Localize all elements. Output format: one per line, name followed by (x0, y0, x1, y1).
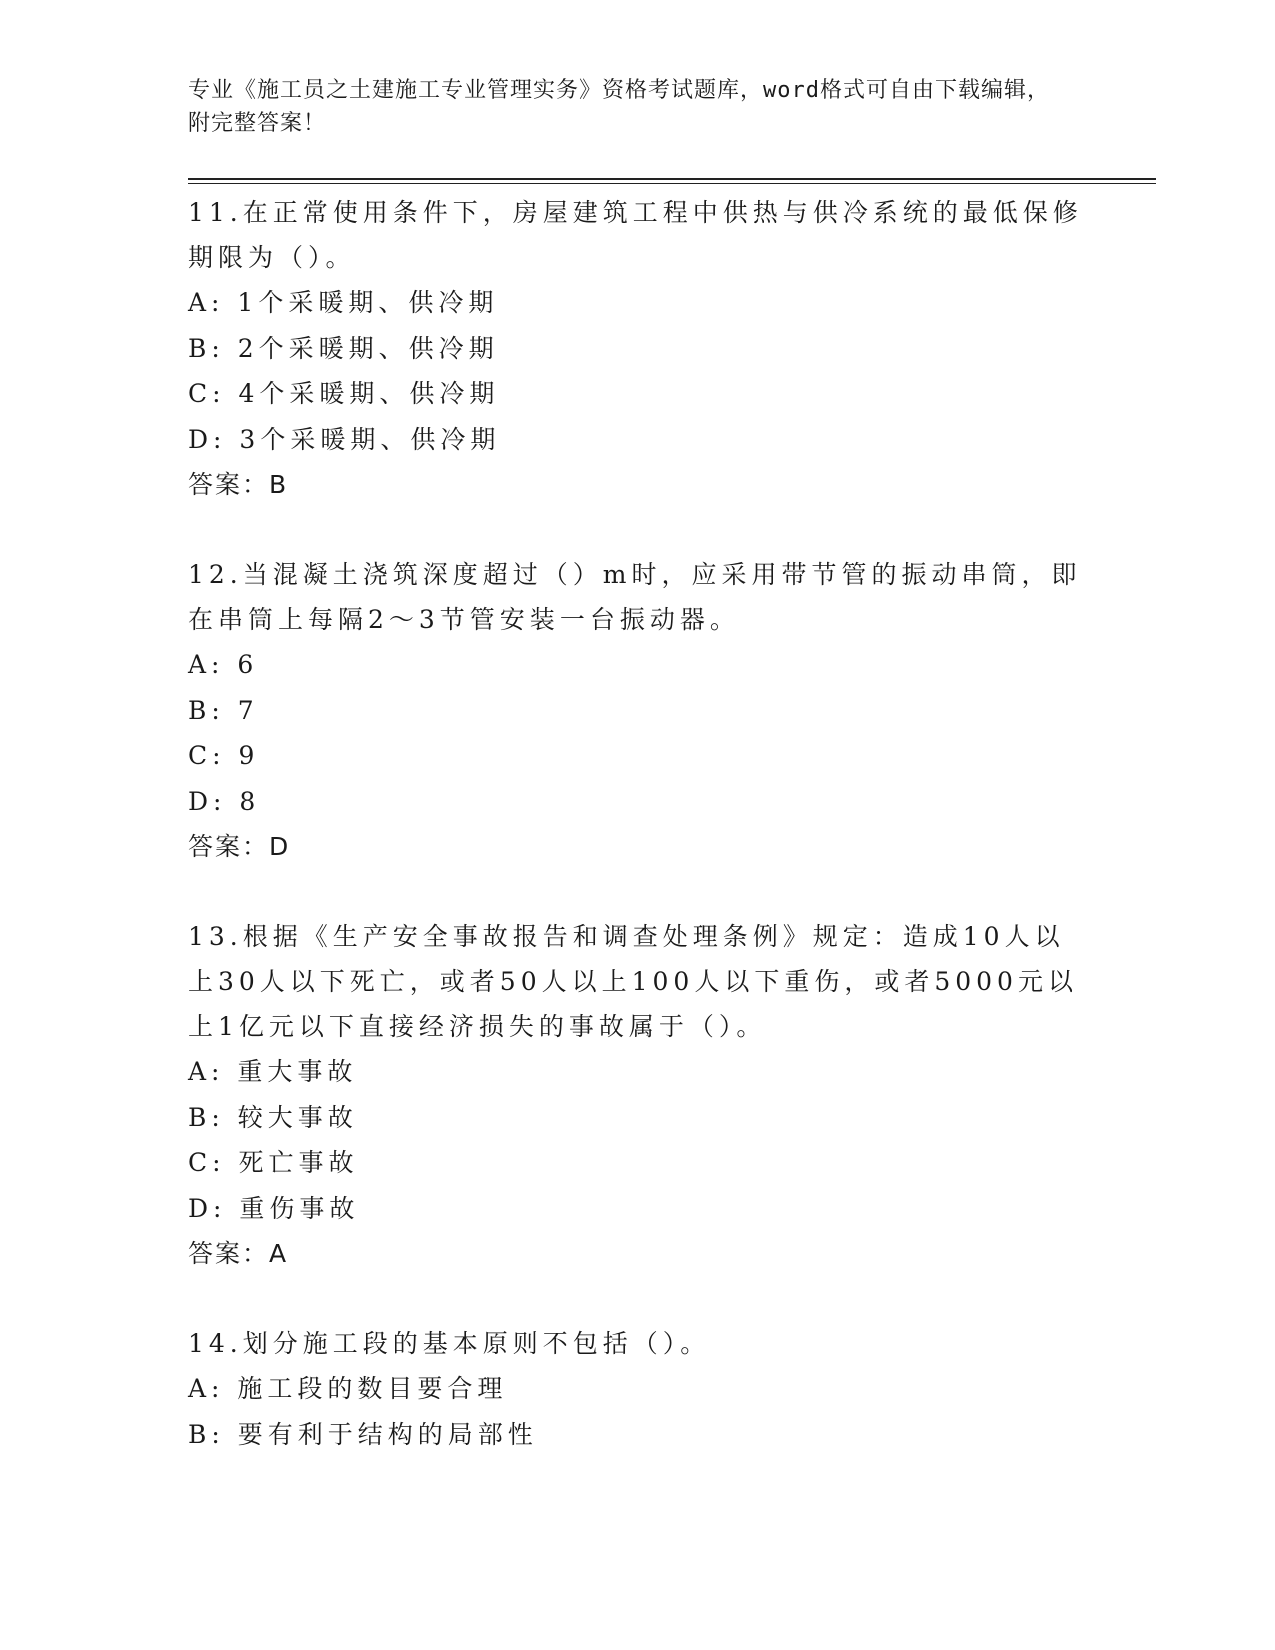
option-c: C: 死亡事故 (188, 1148, 359, 1177)
option-c: C: 9 (188, 741, 260, 770)
option-b: B: 2个采暖期、供冷期 (188, 333, 499, 363)
option-d: D: 重伤事故 (188, 1193, 360, 1223)
option-a: A: 1个采暖期、供冷期 (188, 288, 499, 317)
option-d: D: 3个采暖期、供冷期 (188, 424, 501, 454)
question-14 (188, 1321, 1088, 1457)
option-a: A: 6 (188, 650, 259, 679)
question-stem: 12.当混凝土浇筑深度超过（）m时，应采用带节管的振动串筒，即在串筒上每隔2～3节管安装一台振动器。 (188, 560, 1082, 634)
option-d: D: 8 (188, 786, 261, 816)
option-b: B: 7 (188, 695, 259, 725)
option-b: B: 较大事故 (188, 1102, 358, 1132)
answer-line: 答案：B (188, 470, 289, 499)
question-12 (188, 552, 1088, 870)
question-stem: 14.划分施工段的基本原则不包括（）。 (188, 1329, 711, 1358)
document-header: 专业《施工员之土建施工专业管理实务》资格考试题库，word格式可自由下载编辑，附完整答案！ (188, 78, 1050, 136)
option-c: C: 4个采暖期、供冷期 (188, 379, 500, 408)
option-a: A: 施工段的数目要合理 (188, 1374, 508, 1403)
option-b: B: 要有利于结构的局部性 (188, 1419, 538, 1449)
header-divider-thin (188, 183, 1156, 184)
answer-line: 答案：A (188, 1239, 289, 1268)
header-divider-thick (188, 178, 1156, 180)
question-list (188, 190, 1088, 1501)
question-stem: 13.根据《生产安全事故报告和调查处理条例》规定：造成10人以上30人以下死亡，或者50人以上100人以下重伤，或者5000元以上1亿元以下直接经济损失的事故属于（）。 (188, 922, 1078, 1041)
question-13 (188, 914, 1088, 1277)
question-stem: 11.在正常使用条件下，房屋建筑工程中供热与供冷系统的最低保修期限为（）。 (188, 198, 1083, 272)
question-11 (188, 190, 1088, 508)
option-a: A: 重大事故 (188, 1057, 358, 1086)
answer-line: 答案：D (188, 832, 291, 861)
